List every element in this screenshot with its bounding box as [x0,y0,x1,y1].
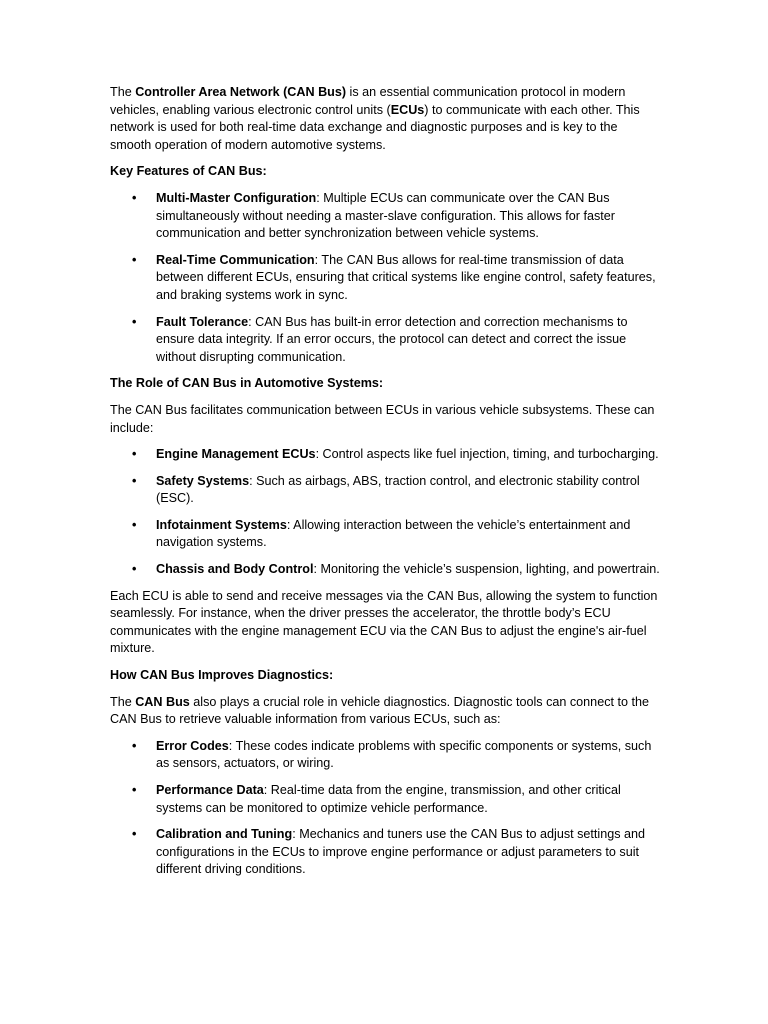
bullet-icon: • [132,314,137,329]
intro-paragraph: The Controller Area Network (CAN Bus) is an essential communication protocol in modern vehicles, enabling various electronic control units (ECUs) to communicate with each other. This network is used for both real-time data exchange and diagnostic purposes and is key to the smooth operation of modern automotive systems. [110,85,640,152]
bullet-icon: • [132,473,137,488]
bullet-icon: • [132,827,137,842]
bullet-icon: • [132,562,137,577]
list-item-text: : Allowing interaction between the vehicle’s entertainment and navigation systems. [156,517,631,550]
diagnostics-heading: How CAN Bus Improves Diagnostics: [110,668,334,683]
list-item-text: : These codes indicate problems with specific components or systems, such as sensors, actuators, or wiring. [156,738,652,771]
list-item-term: Multi-Master Configuration [156,190,317,205]
list-item-text: : The CAN Bus allows for real-time transmission of data between different ECUs, ensuring that critical systems like engine control, safety features, and braking systems work in sync. [156,252,656,302]
bullet-icon: • [132,252,137,267]
features-list [110,190,660,366]
list-item-term: Performance Data [156,783,264,797]
list-item-term: Fault Tolerance [156,314,249,329]
bullet-icon: • [132,190,137,205]
list-item-term: Error Codes [156,738,229,753]
list-item-term: Safety Systems [156,473,250,488]
role-intro-paragraph: The CAN Bus facilitates communication between ECUs in various vehicle subsystems. These can include: [110,402,655,435]
list-item [110,782,660,817]
list-item-text: : Such as airbags, ABS, traction control, and electronic stability control (ESC). [156,473,640,506]
list-item [110,517,660,552]
list-item-text: : Real-time data from the engine, transmission, and other critical systems can be monitored to optimize vehicle performance. [156,783,621,815]
intro-bold-can-bus: Controller Area Network (CAN Bus) [135,85,347,99]
bullet-icon: • [132,517,137,532]
list-item [110,190,660,243]
list-item-term: Real-Time Communication [156,252,315,267]
list-item [110,473,660,508]
list-item-text: : Multiple ECUs can communicate over the CAN Bus simultaneously without needing a master-slave configuration. This allows for faster communication and better synchronization between vehicle systems. [156,190,615,241]
list-item [110,314,660,367]
list-item-term: Engine Management ECUs [156,447,316,462]
role-heading: The Role of CAN Bus in Automotive Systems: [110,376,384,391]
list-item-text: : Mechanics and tuners use the CAN Bus to adjust settings and configurations in the ECUs to improve engine performance or adjust parameters to suit different driving conditions. [156,827,646,877]
diagnostics-intro-paragraph: The CAN Bus also plays a crucial role in vehicle diagnostics. Diagnostic tools can connect to the CAN Bus to retrieve valuable information from various ECUs, such as: [110,694,649,727]
list-item [110,561,660,579]
list-item [110,252,660,305]
bullet-icon: • [132,738,137,753]
role-outro-paragraph: Each ECU is able to send and receive messages via the CAN Bus, allowing the system to function seamlessly. For instance, when the driver presses the accelerator, the throttle body’s ECU communicates with the engine management ECU via the CAN Bus to adjust the engine's air-fuel mixture. [110,588,658,656]
list-item-term: Chassis and Body Control [156,562,314,577]
intro-bold-ecus: ECUs [390,102,425,117]
list-item [110,826,660,879]
list-item-text: : CAN Bus has built-in error detection and correction mechanisms to ensure data integrity. If an error occurs, the protocol can detect and correct the issue without disrupting communication. [156,314,628,364]
diagnostics-list [110,738,660,879]
features-heading: Key Features of CAN Bus: [110,164,267,179]
list-item-text: : Control aspects like fuel injection, timing, and turbocharging. [315,447,659,462]
bullet-icon: • [132,447,137,462]
list-item [110,446,660,464]
diagnostics-bold-can-bus: CAN Bus [135,694,190,709]
list-item [110,738,660,773]
list-item-term: Infotainment Systems [156,517,287,532]
list-item-text: : Monitoring the vehicle’s suspension, lighting, and powertrain. [313,562,660,577]
role-list [110,446,660,579]
bullet-icon: • [132,783,137,797]
list-item-term: Calibration and Tuning [156,827,293,842]
